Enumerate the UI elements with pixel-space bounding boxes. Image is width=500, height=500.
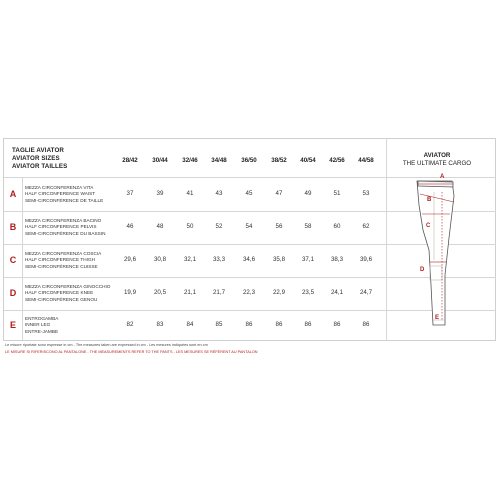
description-french: ENTRE-JAMBE xyxy=(25,328,59,334)
description-english: HALF CIRCONFERENCE THIGH xyxy=(25,257,95,263)
measure-value: 53 xyxy=(362,190,370,197)
size-header: 38/52 xyxy=(271,157,287,164)
measure-value: 85 xyxy=(215,321,223,328)
size-header: 40/54 xyxy=(300,157,316,164)
measure-value: 47 xyxy=(275,190,283,197)
letter-column-divider xyxy=(22,177,23,340)
measure-value: 82 xyxy=(126,321,134,328)
model-title: AVIATOR xyxy=(423,152,451,159)
measure-value: 39 xyxy=(156,190,164,197)
measure-value: 43 xyxy=(215,190,223,197)
measure-value: 38,3 xyxy=(330,256,344,263)
measure-value: 37,1 xyxy=(301,256,315,263)
measure-value: 37 xyxy=(126,190,134,197)
description-french: SEMI-CIRCONFÉRENCE DU BASSIN xyxy=(25,230,106,236)
row-description xyxy=(25,185,123,204)
description-french: SEMI-CIRCONFÉRENCE DE TAILLE xyxy=(25,197,104,203)
row-description xyxy=(25,284,123,303)
size-header: 32/46 xyxy=(182,157,198,164)
description-french: SEMI-CIRCONFÉRENCE GENOU xyxy=(25,296,98,302)
measure-value: 83 xyxy=(156,321,164,328)
measure-value: 86 xyxy=(333,321,341,328)
measure-value: 50 xyxy=(186,223,194,230)
measure-value: 24,7 xyxy=(359,289,373,296)
measure-value: 86 xyxy=(275,321,283,328)
measure-value: 58 xyxy=(304,223,312,230)
row-description xyxy=(25,251,123,270)
measure-value: 84 xyxy=(186,321,194,328)
measure-value: 86 xyxy=(362,321,370,328)
measure-value: 34,6 xyxy=(242,256,256,263)
description-french: SEMI-CIRCONFÉRENCE CUISSE xyxy=(25,263,98,269)
pants-outline xyxy=(417,181,454,325)
measure-value: 62 xyxy=(362,223,370,230)
measure-value: 48 xyxy=(156,223,164,230)
description-english: INNER LEG xyxy=(25,322,51,328)
row-description xyxy=(25,316,123,335)
row-letter: C xyxy=(9,255,17,265)
description-italian: ENTROGAMBA xyxy=(25,316,59,321)
size-header: 30/44 xyxy=(152,157,168,164)
measure-value: 33,3 xyxy=(212,256,226,263)
size-header: 28/42 xyxy=(122,157,138,164)
measure-value: 24,1 xyxy=(330,289,344,296)
description-italian: MEZZA CIRCONFERENZA VITA xyxy=(25,185,94,190)
row-letter: E xyxy=(9,320,16,330)
description-italian: MEZZA CIRCONFERENZA BACINO xyxy=(25,218,102,223)
description-english: HALF CIRCONFERENCE WAIST xyxy=(25,191,96,197)
measure-value: 21,1 xyxy=(183,289,197,296)
measure-value: 22,9 xyxy=(272,289,286,296)
header-line-french: AVIATOR TAILLES xyxy=(12,163,68,170)
measure-value: 32,1 xyxy=(183,256,197,263)
measure-value: 86 xyxy=(304,321,312,328)
row-description xyxy=(25,218,123,237)
row-letter: A xyxy=(9,189,17,199)
measure-value: 45 xyxy=(245,190,253,197)
description-english: HALF CIRCONFERENCE PELVIS xyxy=(25,224,97,230)
size-header: 42/56 xyxy=(329,157,345,164)
measure-value: 52 xyxy=(215,223,223,230)
measure-value: 29,6 xyxy=(123,256,137,263)
header-line-english: AVIATOR SIZES xyxy=(12,155,60,162)
table-header-title xyxy=(12,147,107,171)
size-header: 36/50 xyxy=(241,157,257,164)
measure-value: 56 xyxy=(275,223,283,230)
diagram-label-e: E xyxy=(435,315,440,321)
diagram-label-c: C xyxy=(426,223,431,229)
measure-value: 60 xyxy=(333,223,341,230)
measurement-units-note: Le misure riportate sono espresse in cm - The measures taken are expressed in cm - Les mesures indiquées sont en cm xyxy=(5,343,208,347)
diagram-column-divider xyxy=(386,138,387,341)
measure-value: 51 xyxy=(333,190,341,197)
measure-value: 49 xyxy=(304,190,312,197)
measure-value: 35,8 xyxy=(272,256,286,263)
description-italian: MEZZA CIRCONFERENZA COSCIA xyxy=(25,251,102,256)
diagram-label-d: D xyxy=(420,267,425,273)
measure-value: 21,7 xyxy=(212,289,226,296)
measure-value: 41 xyxy=(186,190,194,197)
measure-value: 86 xyxy=(245,321,253,328)
measure-value: 22,3 xyxy=(242,289,256,296)
diagram-label-a: A xyxy=(440,174,445,180)
measure-value: 46 xyxy=(126,223,134,230)
pants-reference-note: LE MISURE SI RIFERISCONO AL PANTALONE - THE MEASUREMENTS REFER TO THE PANTS - LES MESURES SE RÉFÈRENT AU PANTALON xyxy=(5,350,258,354)
size-header: 34/48 xyxy=(211,157,227,164)
size-header: 44/58 xyxy=(358,157,374,164)
measure-value: 30,8 xyxy=(153,256,167,263)
measure-value: 19,9 xyxy=(123,289,137,296)
measure-value: 39,6 xyxy=(359,256,373,263)
pants-measurement-diagram xyxy=(390,170,490,335)
diagram-label-b: B xyxy=(427,197,432,203)
model-title-block xyxy=(394,152,480,167)
measure-value: 20,5 xyxy=(153,289,167,296)
description-italian: MEZZA CIRCONFERENZA GINOCCHIO xyxy=(25,284,111,289)
measure-value: 23,5 xyxy=(301,289,315,296)
row-letter: D xyxy=(9,288,17,298)
measure-value: 54 xyxy=(245,223,253,230)
header-line-italian: TAGLIE AVIATOR xyxy=(12,147,64,154)
description-english: HALF CIRCONFERENCE KNEE xyxy=(25,290,94,296)
model-subtitle: THE ULTIMATE CARGO xyxy=(402,159,472,167)
row-letter: B xyxy=(9,222,17,232)
